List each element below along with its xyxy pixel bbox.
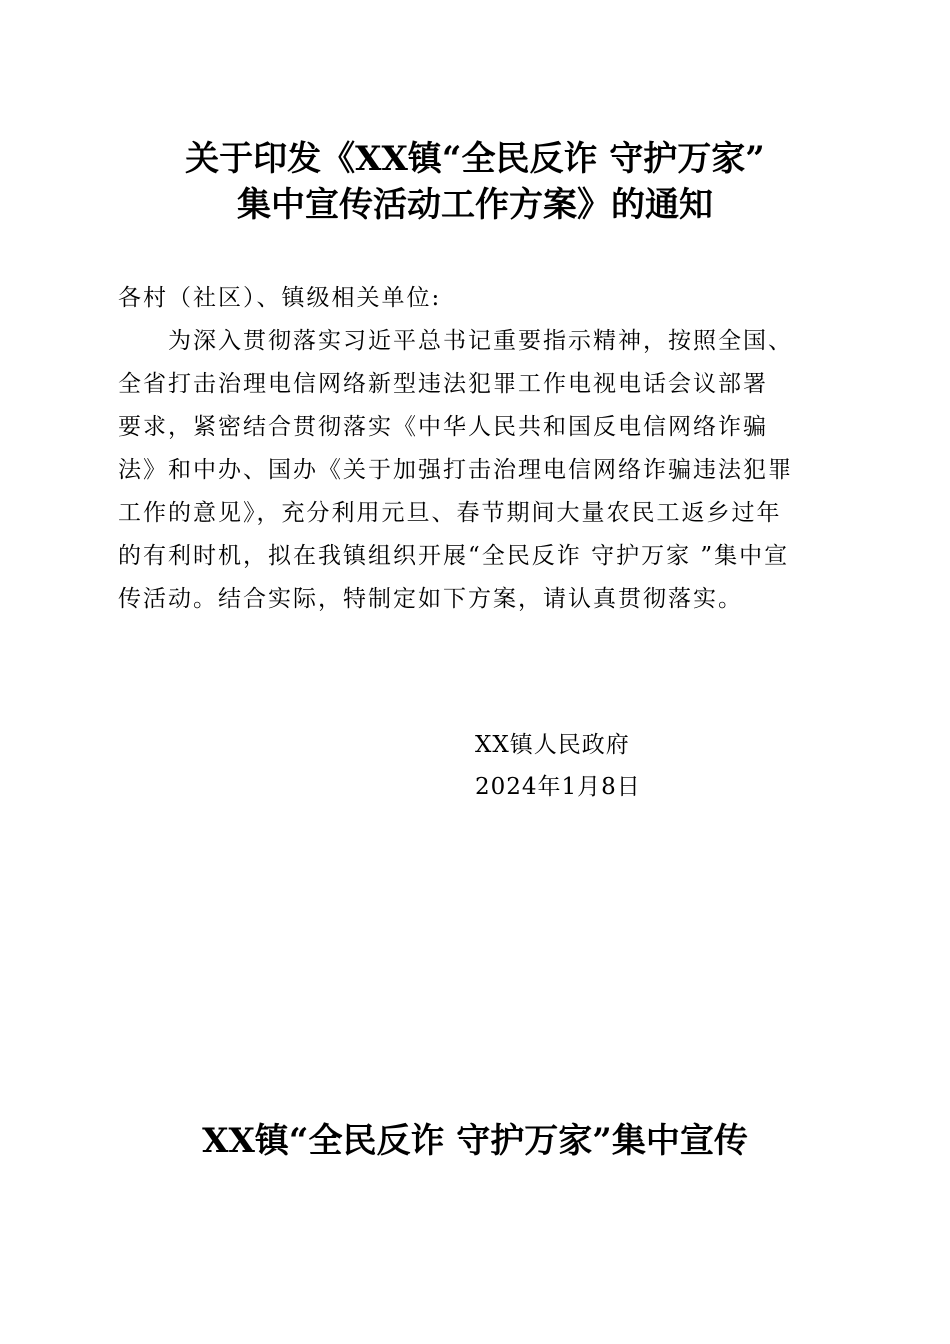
notice-title-line-1: 关于印发《XX镇“全民反诈 守护万家” bbox=[185, 139, 765, 179]
signature-date: 2024年1月8日 bbox=[475, 774, 641, 800]
body-line-6: 的有利时机，拟在我镇组织开展“全民反诈 守护万家 ”集中宣 bbox=[118, 543, 790, 569]
notice-title-line-2: 集中宣传活动工作方案》的通知 bbox=[237, 185, 713, 225]
salutation: 各村（社区）、镇级相关单位: bbox=[118, 285, 442, 311]
body-line-2: 全省打击治理电信网络新型违法犯罪工作电视电话会议部署 bbox=[118, 371, 768, 397]
next-section-title: XX镇“全民反诈 守护万家”集中宣传 bbox=[202, 1121, 748, 1161]
signature-org: XX镇人民政府 bbox=[475, 732, 630, 758]
body-line-1: 为深入贯彻落实习近平总书记重要指示精神，按照全国、 bbox=[168, 328, 793, 354]
body-line-4: 法》和中办、国办《关于加强打击治理电信网络诈骗违法犯罪 bbox=[118, 457, 793, 483]
body-line-7: 传活动。结合实际，特制定如下方案，请认真贯彻落实。 bbox=[118, 586, 743, 612]
body-line-5: 工作的意见》，充分利用元旦、春节期间大量农民工返乡过年 bbox=[118, 500, 782, 526]
body-line-3: 要求，紧密结合贯彻落实《中华人民共和国反电信网络诈骗 bbox=[118, 414, 768, 440]
